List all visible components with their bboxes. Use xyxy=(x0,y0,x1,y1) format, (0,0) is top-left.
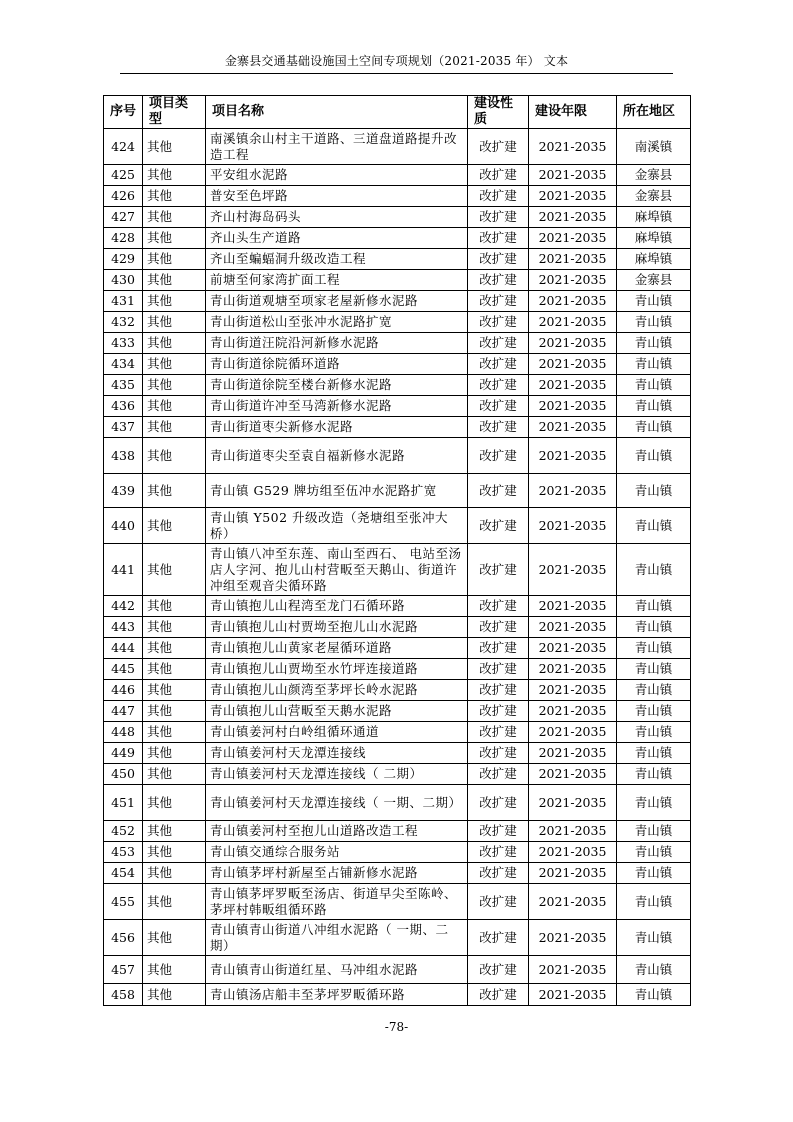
table-row xyxy=(104,764,691,785)
cell-no: 455 xyxy=(104,884,143,920)
table-row xyxy=(104,821,691,842)
cell-type: 其他 xyxy=(143,396,206,417)
cell-area: 青山镇 xyxy=(617,701,691,722)
col-header-name: 项目名称 xyxy=(206,96,468,129)
cell-area: 青山镇 xyxy=(617,821,691,842)
cell-years: 2021-2035 xyxy=(529,956,617,984)
table-row xyxy=(104,508,691,544)
cell-type: 其他 xyxy=(143,249,206,270)
cell-area: 金寨县 xyxy=(617,270,691,291)
cell-type: 其他 xyxy=(143,920,206,956)
cell-no: 444 xyxy=(104,638,143,659)
table-row xyxy=(104,375,691,396)
cell-name: 青山镇茅坪村新屋至占铺新修水泥路 xyxy=(206,863,468,884)
cell-no: 458 xyxy=(104,984,143,1006)
cell-type: 其他 xyxy=(143,312,206,333)
cell-no: 438 xyxy=(104,438,143,474)
cell-nature: 改扩建 xyxy=(468,743,529,764)
cell-no: 450 xyxy=(104,764,143,785)
cell-no: 425 xyxy=(104,165,143,186)
table-row xyxy=(104,129,691,165)
cell-name: 青山街道枣尖新修水泥路 xyxy=(206,417,468,438)
table-row xyxy=(104,249,691,270)
cell-name: 南溪镇余山村主干道路、三道盘道路提升改造工程 xyxy=(206,129,468,165)
cell-no: 448 xyxy=(104,722,143,743)
cell-type: 其他 xyxy=(143,129,206,165)
cell-nature: 改扩建 xyxy=(468,312,529,333)
cell-name: 青山街道徐院循环道路 xyxy=(206,354,468,375)
cell-name: 青山镇姜河村至抱儿山道路改造工程 xyxy=(206,821,468,842)
cell-area: 青山镇 xyxy=(617,596,691,617)
cell-no: 436 xyxy=(104,396,143,417)
col-header-area: 所在地区 xyxy=(617,96,691,129)
table-row xyxy=(104,474,691,508)
table-row xyxy=(104,884,691,920)
cell-years: 2021-2035 xyxy=(529,270,617,291)
cell-years: 2021-2035 xyxy=(529,249,617,270)
cell-no: 437 xyxy=(104,417,143,438)
cell-nature: 改扩建 xyxy=(468,701,529,722)
cell-type: 其他 xyxy=(143,186,206,207)
cell-nature: 改扩建 xyxy=(468,956,529,984)
cell-years: 2021-2035 xyxy=(529,474,617,508)
cell-name: 青山镇姜河村天龙潭连接线 xyxy=(206,743,468,764)
cell-area: 青山镇 xyxy=(617,354,691,375)
cell-no: 435 xyxy=(104,375,143,396)
table-row xyxy=(104,701,691,722)
cell-years: 2021-2035 xyxy=(529,207,617,228)
cell-nature: 改扩建 xyxy=(468,474,529,508)
cell-area: 麻埠镇 xyxy=(617,228,691,249)
cell-name: 青山镇抱儿山黄家老屋循环道路 xyxy=(206,638,468,659)
cell-type: 其他 xyxy=(143,270,206,291)
page-number: -78- xyxy=(384,1020,409,1034)
cell-name: 青山镇 G529 牌坊组至伍冲水泥路扩宽 xyxy=(206,474,468,508)
cell-nature: 改扩建 xyxy=(468,333,529,354)
cell-nature: 改扩建 xyxy=(468,249,529,270)
cell-years: 2021-2035 xyxy=(529,354,617,375)
cell-no: 428 xyxy=(104,228,143,249)
cell-type: 其他 xyxy=(143,743,206,764)
cell-years: 2021-2035 xyxy=(529,884,617,920)
table-row xyxy=(104,270,691,291)
cell-nature: 改扩建 xyxy=(468,438,529,474)
table-row xyxy=(104,438,691,474)
table-row xyxy=(104,984,691,1006)
cell-nature: 改扩建 xyxy=(468,291,529,312)
cell-nature: 改扩建 xyxy=(468,186,529,207)
cell-years: 2021-2035 xyxy=(529,417,617,438)
cell-type: 其他 xyxy=(143,354,206,375)
cell-no: 429 xyxy=(104,249,143,270)
cell-nature: 改扩建 xyxy=(468,375,529,396)
cell-type: 其他 xyxy=(143,165,206,186)
cell-nature: 改扩建 xyxy=(468,842,529,863)
cell-area: 青山镇 xyxy=(617,659,691,680)
cell-area: 青山镇 xyxy=(617,722,691,743)
cell-type: 其他 xyxy=(143,863,206,884)
table-row xyxy=(104,956,691,984)
cell-years: 2021-2035 xyxy=(529,291,617,312)
cell-nature: 改扩建 xyxy=(468,396,529,417)
cell-type: 其他 xyxy=(143,207,206,228)
cell-name: 普安至色坪路 xyxy=(206,186,468,207)
cell-area: 南溪镇 xyxy=(617,129,691,165)
cell-no: 443 xyxy=(104,617,143,638)
cell-years: 2021-2035 xyxy=(529,312,617,333)
cell-nature: 改扩建 xyxy=(468,228,529,249)
cell-no: 432 xyxy=(104,312,143,333)
cell-type: 其他 xyxy=(143,764,206,785)
cell-type: 其他 xyxy=(143,984,206,1006)
col-header-nature: 建设性质 xyxy=(468,96,529,129)
cell-no: 454 xyxy=(104,863,143,884)
cell-years: 2021-2035 xyxy=(529,508,617,544)
table-row xyxy=(104,785,691,821)
cell-nature: 改扩建 xyxy=(468,863,529,884)
cell-years: 2021-2035 xyxy=(529,920,617,956)
cell-no: 442 xyxy=(104,596,143,617)
cell-name: 青山镇抱儿山贾坳至水竹坪连接道路 xyxy=(206,659,468,680)
table-row xyxy=(104,722,691,743)
cell-area: 青山镇 xyxy=(617,544,691,596)
cell-no: 440 xyxy=(104,508,143,544)
table-row xyxy=(104,544,691,596)
col-header-no: 序号 xyxy=(104,96,143,129)
cell-name: 齐山至蝙蝠洞升级改造工程 xyxy=(206,249,468,270)
cell-name: 青山镇交通综合服务站 xyxy=(206,842,468,863)
cell-name: 青山镇青山街道八冲组水泥路（ 一期、二期） xyxy=(206,920,468,956)
cell-area: 青山镇 xyxy=(617,291,691,312)
cell-no: 434 xyxy=(104,354,143,375)
cell-type: 其他 xyxy=(143,508,206,544)
cell-years: 2021-2035 xyxy=(529,743,617,764)
cell-years: 2021-2035 xyxy=(529,701,617,722)
cell-no: 439 xyxy=(104,474,143,508)
cell-years: 2021-2035 xyxy=(529,659,617,680)
cell-years: 2021-2035 xyxy=(529,544,617,596)
cell-area: 青山镇 xyxy=(617,375,691,396)
cell-type: 其他 xyxy=(143,722,206,743)
cell-area: 青山镇 xyxy=(617,438,691,474)
running-header: 金寨县交通基础设施国土空间专项规划（2021-2035 年） 文本 xyxy=(224,54,569,68)
cell-nature: 改扩建 xyxy=(468,884,529,920)
cell-type: 其他 xyxy=(143,842,206,863)
col-header-type: 项目类型 xyxy=(143,96,206,129)
cell-no: 433 xyxy=(104,333,143,354)
cell-area: 青山镇 xyxy=(617,764,691,785)
table-body xyxy=(104,129,691,1006)
cell-no: 449 xyxy=(104,743,143,764)
cell-type: 其他 xyxy=(143,333,206,354)
cell-area: 青山镇 xyxy=(617,508,691,544)
cell-nature: 改扩建 xyxy=(468,270,529,291)
cell-nature: 改扩建 xyxy=(468,722,529,743)
cell-area: 青山镇 xyxy=(617,638,691,659)
table-row xyxy=(104,920,691,956)
cell-name: 平安组水泥路 xyxy=(206,165,468,186)
cell-area: 麻埠镇 xyxy=(617,207,691,228)
cell-area: 青山镇 xyxy=(617,417,691,438)
table-row xyxy=(104,291,691,312)
cell-name: 青山镇抱儿山村贾坳至抱儿山水泥路 xyxy=(206,617,468,638)
cell-name: 青山镇 Y502 升级改造（尧塘组至张冲大桥） xyxy=(206,508,468,544)
cell-name: 青山街道枣尖至袁自福新修水泥路 xyxy=(206,438,468,474)
cell-area: 青山镇 xyxy=(617,617,691,638)
cell-nature: 改扩建 xyxy=(468,129,529,165)
cell-name: 青山镇抱儿山营畈至天鹅水泥路 xyxy=(206,701,468,722)
cell-no: 446 xyxy=(104,680,143,701)
project-table xyxy=(103,95,691,1006)
cell-no: 427 xyxy=(104,207,143,228)
cell-no: 426 xyxy=(104,186,143,207)
cell-no: 424 xyxy=(104,129,143,165)
cell-name: 青山街道松山至张冲水泥路扩宽 xyxy=(206,312,468,333)
table-row xyxy=(104,638,691,659)
cell-years: 2021-2035 xyxy=(529,333,617,354)
table-row xyxy=(104,228,691,249)
table-row xyxy=(104,396,691,417)
table-row xyxy=(104,743,691,764)
cell-area: 青山镇 xyxy=(617,785,691,821)
cell-type: 其他 xyxy=(143,596,206,617)
table-row xyxy=(104,312,691,333)
cell-area: 青山镇 xyxy=(617,743,691,764)
table-row xyxy=(104,680,691,701)
cell-years: 2021-2035 xyxy=(529,375,617,396)
cell-type: 其他 xyxy=(143,544,206,596)
cell-nature: 改扩建 xyxy=(468,821,529,842)
cell-type: 其他 xyxy=(143,638,206,659)
cell-type: 其他 xyxy=(143,417,206,438)
cell-no: 430 xyxy=(104,270,143,291)
cell-name: 青山镇八冲至东莲、南山至西石、 电站至汤店人字河、抱儿山村营畈至天鹅山、街道许冲组至观音尖循环路 xyxy=(206,544,468,596)
cell-no: 445 xyxy=(104,659,143,680)
cell-type: 其他 xyxy=(143,956,206,984)
cell-type: 其他 xyxy=(143,617,206,638)
cell-years: 2021-2035 xyxy=(529,821,617,842)
cell-name: 青山镇姜河村天龙潭连接线（ 一期、二期） xyxy=(206,785,468,821)
cell-name: 前塘至何家湾扩面工程 xyxy=(206,270,468,291)
cell-area: 青山镇 xyxy=(617,984,691,1006)
cell-area: 青山镇 xyxy=(617,920,691,956)
cell-type: 其他 xyxy=(143,701,206,722)
cell-name: 青山镇茅坪罗畈至汤店、街道早尖至陈岭、茅坪村韩畈组循环路 xyxy=(206,884,468,920)
cell-name: 青山街道观塘至项家老屋新修水泥路 xyxy=(206,291,468,312)
cell-name: 青山镇姜河村天龙潭连接线（ 二期） xyxy=(206,764,468,785)
cell-years: 2021-2035 xyxy=(529,785,617,821)
cell-nature: 改扩建 xyxy=(468,596,529,617)
cell-name: 青山镇姜河村白岭组循环通道 xyxy=(206,722,468,743)
cell-years: 2021-2035 xyxy=(529,984,617,1006)
cell-type: 其他 xyxy=(143,228,206,249)
cell-area: 青山镇 xyxy=(617,884,691,920)
cell-years: 2021-2035 xyxy=(529,680,617,701)
cell-type: 其他 xyxy=(143,785,206,821)
cell-years: 2021-2035 xyxy=(529,863,617,884)
cell-years: 2021-2035 xyxy=(529,764,617,785)
cell-name: 青山街道汪院沿河新修水泥路 xyxy=(206,333,468,354)
cell-area: 青山镇 xyxy=(617,333,691,354)
cell-nature: 改扩建 xyxy=(468,417,529,438)
table-row xyxy=(104,617,691,638)
cell-name: 青山街道许冲至马湾新修水泥路 xyxy=(206,396,468,417)
cell-nature: 改扩建 xyxy=(468,544,529,596)
cell-area: 青山镇 xyxy=(617,842,691,863)
cell-no: 452 xyxy=(104,821,143,842)
table-header-row xyxy=(104,96,691,129)
cell-type: 其他 xyxy=(143,659,206,680)
cell-years: 2021-2035 xyxy=(529,129,617,165)
cell-nature: 改扩建 xyxy=(468,785,529,821)
table-row xyxy=(104,165,691,186)
table-row xyxy=(104,333,691,354)
cell-nature: 改扩建 xyxy=(468,638,529,659)
cell-name: 青山街道徐院至楼台新修水泥路 xyxy=(206,375,468,396)
cell-name: 青山镇抱儿山颜湾至茅坪长岭水泥路 xyxy=(206,680,468,701)
cell-years: 2021-2035 xyxy=(529,617,617,638)
cell-no: 431 xyxy=(104,291,143,312)
cell-nature: 改扩建 xyxy=(468,680,529,701)
cell-nature: 改扩建 xyxy=(468,207,529,228)
cell-name: 齐山头生产道路 xyxy=(206,228,468,249)
cell-nature: 改扩建 xyxy=(468,984,529,1006)
table-row xyxy=(104,659,691,680)
cell-type: 其他 xyxy=(143,474,206,508)
header-rule xyxy=(120,73,673,74)
cell-type: 其他 xyxy=(143,375,206,396)
cell-nature: 改扩建 xyxy=(468,659,529,680)
cell-name: 青山镇抱儿山程湾至龙门石循环路 xyxy=(206,596,468,617)
table-row xyxy=(104,417,691,438)
cell-name: 齐山村海岛码头 xyxy=(206,207,468,228)
cell-type: 其他 xyxy=(143,291,206,312)
cell-years: 2021-2035 xyxy=(529,842,617,863)
table-row xyxy=(104,186,691,207)
cell-years: 2021-2035 xyxy=(529,228,617,249)
cell-nature: 改扩建 xyxy=(468,354,529,375)
cell-years: 2021-2035 xyxy=(529,638,617,659)
cell-area: 青山镇 xyxy=(617,396,691,417)
cell-type: 其他 xyxy=(143,680,206,701)
cell-area: 青山镇 xyxy=(617,956,691,984)
cell-nature: 改扩建 xyxy=(468,920,529,956)
cell-area: 麻埠镇 xyxy=(617,249,691,270)
cell-years: 2021-2035 xyxy=(529,396,617,417)
table-row xyxy=(104,354,691,375)
cell-years: 2021-2035 xyxy=(529,165,617,186)
cell-no: 453 xyxy=(104,842,143,863)
cell-area: 青山镇 xyxy=(617,863,691,884)
cell-area: 青山镇 xyxy=(617,474,691,508)
table-row xyxy=(104,863,691,884)
cell-nature: 改扩建 xyxy=(468,508,529,544)
cell-type: 其他 xyxy=(143,821,206,842)
cell-area: 金寨县 xyxy=(617,186,691,207)
cell-years: 2021-2035 xyxy=(529,596,617,617)
cell-nature: 改扩建 xyxy=(468,764,529,785)
cell-no: 451 xyxy=(104,785,143,821)
cell-area: 金寨县 xyxy=(617,165,691,186)
table-row xyxy=(104,842,691,863)
cell-years: 2021-2035 xyxy=(529,438,617,474)
cell-area: 青山镇 xyxy=(617,680,691,701)
cell-no: 447 xyxy=(104,701,143,722)
cell-name: 青山镇青山街道红星、马冲组水泥路 xyxy=(206,956,468,984)
cell-nature: 改扩建 xyxy=(468,617,529,638)
cell-area: 青山镇 xyxy=(617,312,691,333)
cell-years: 2021-2035 xyxy=(529,722,617,743)
table-row xyxy=(104,596,691,617)
cell-no: 456 xyxy=(104,920,143,956)
col-header-years: 建设年限 xyxy=(529,96,617,129)
cell-type: 其他 xyxy=(143,438,206,474)
cell-years: 2021-2035 xyxy=(529,186,617,207)
cell-name: 青山镇汤店船丰至茅坪罗畈循环路 xyxy=(206,984,468,1006)
cell-nature: 改扩建 xyxy=(468,165,529,186)
cell-type: 其他 xyxy=(143,884,206,920)
cell-no: 457 xyxy=(104,956,143,984)
cell-no: 441 xyxy=(104,544,143,596)
table-row xyxy=(104,207,691,228)
